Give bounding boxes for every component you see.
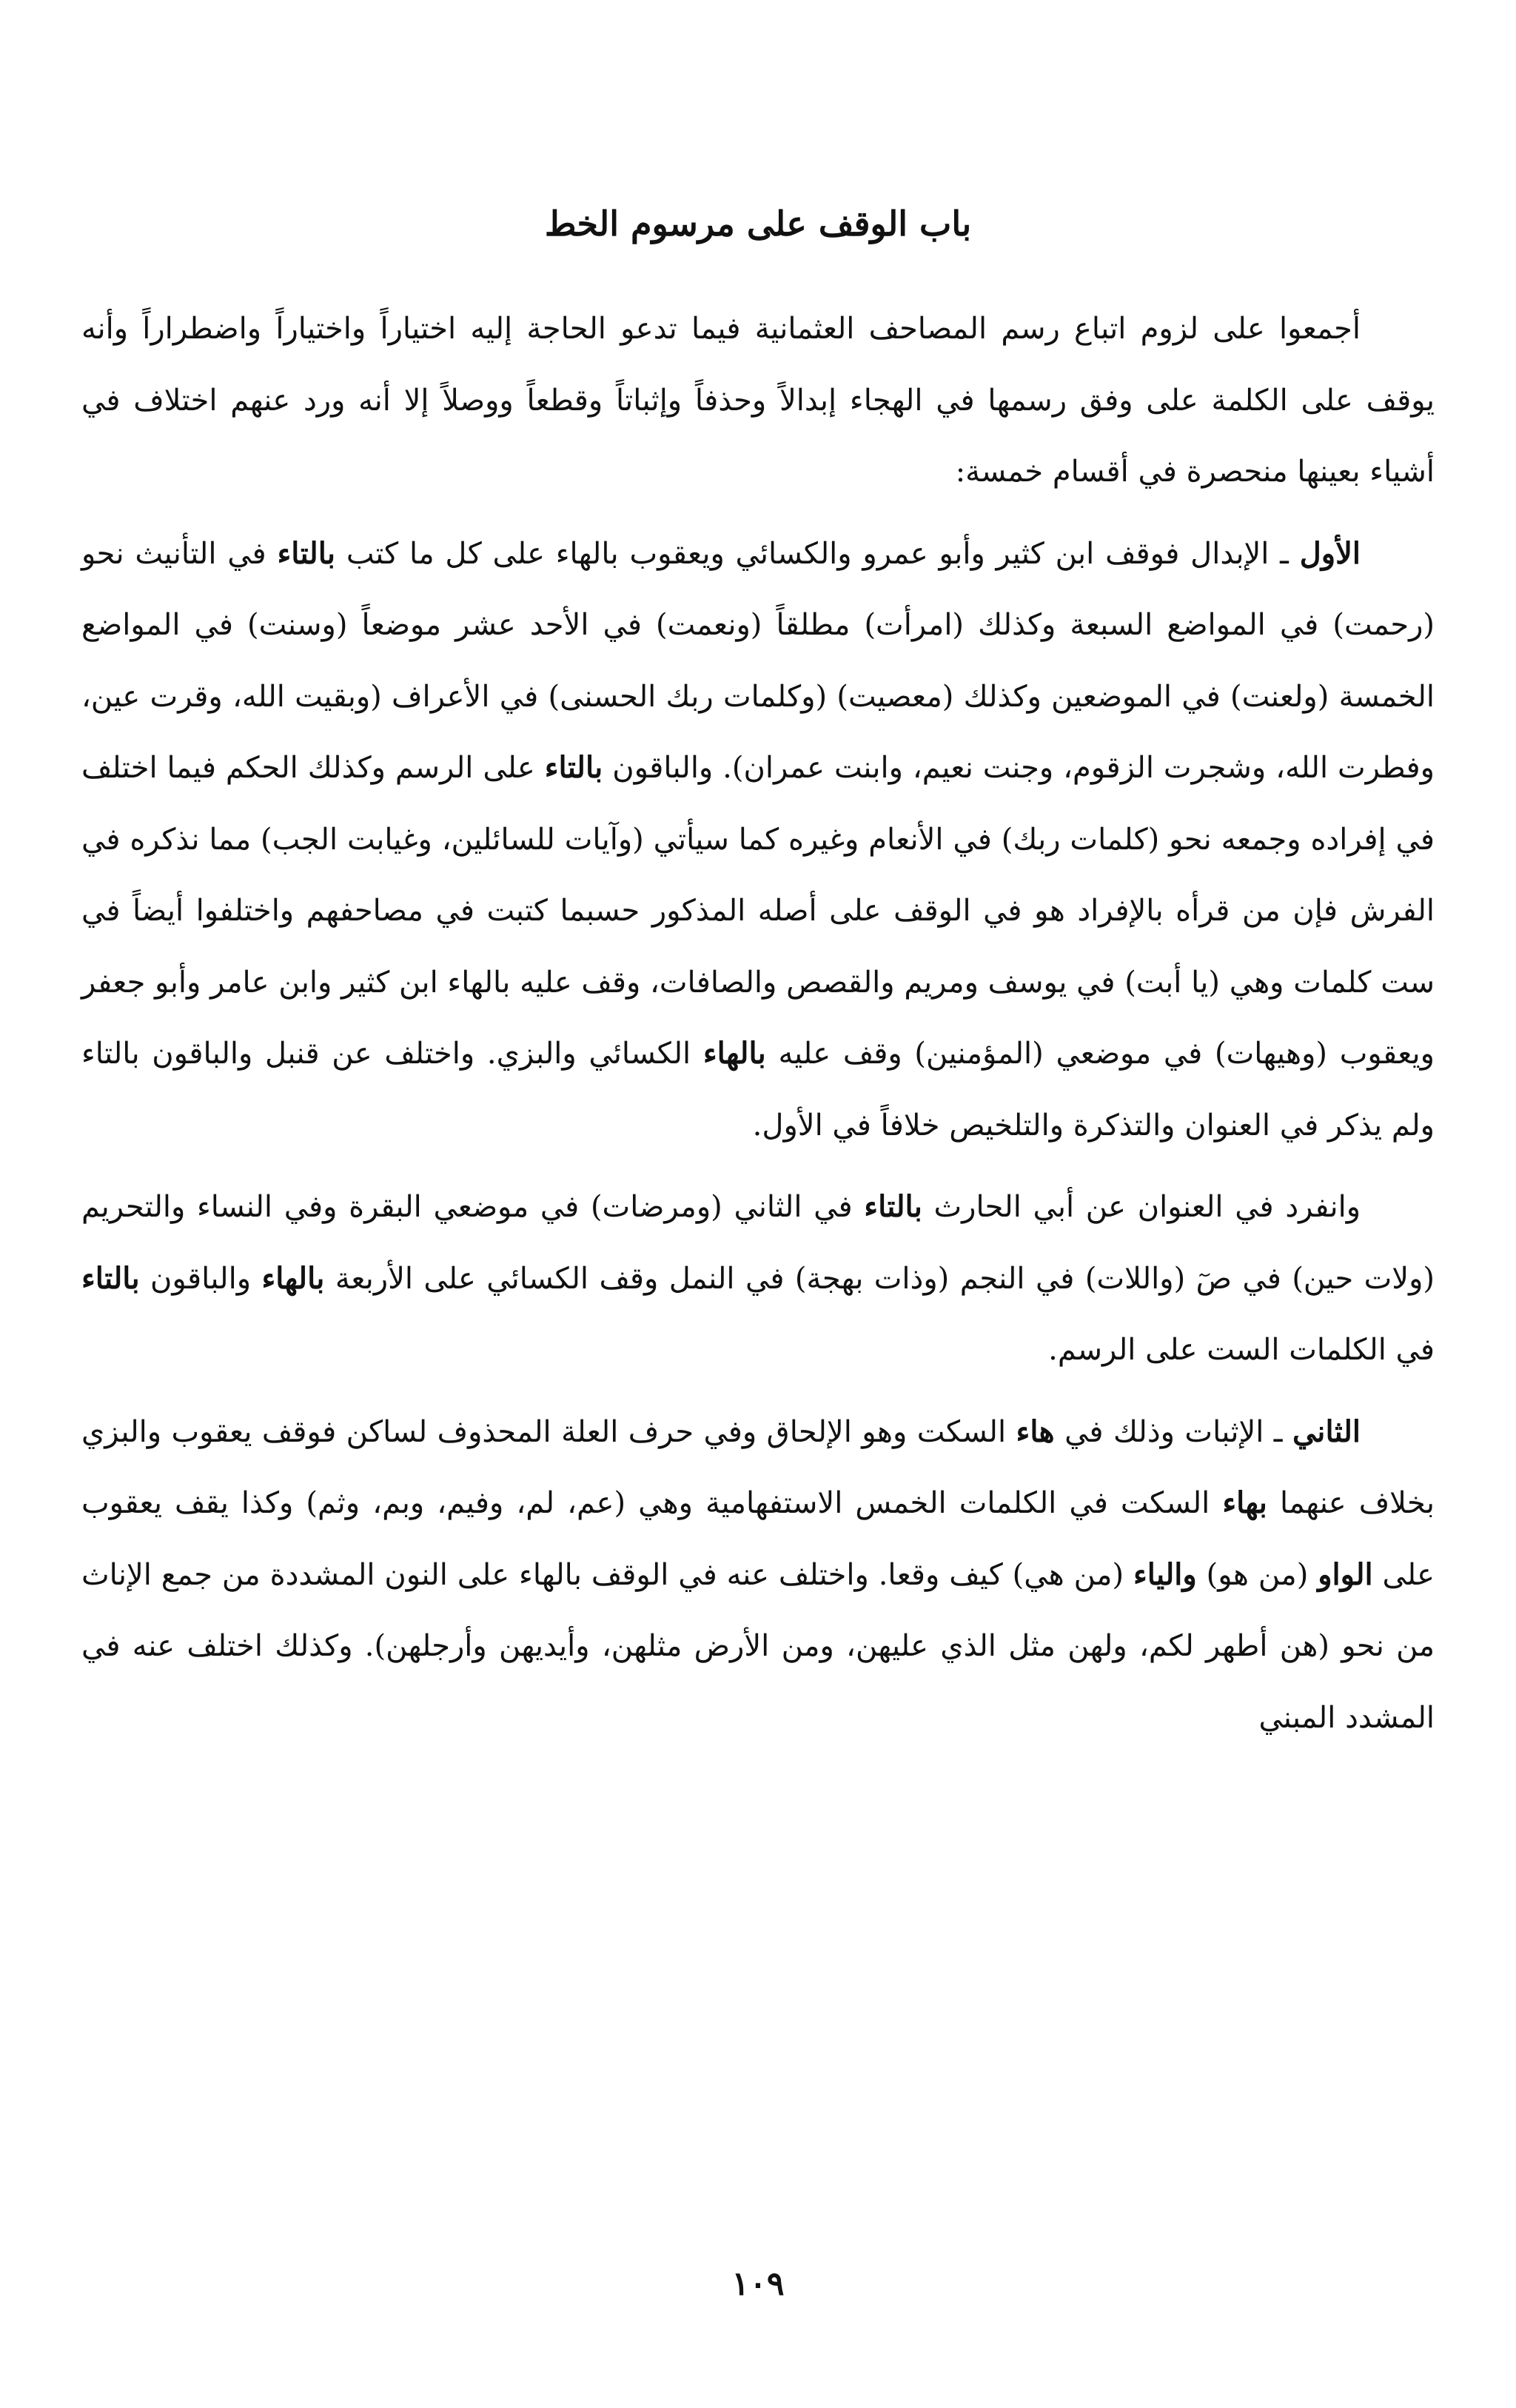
bold-term: الأول xyxy=(1299,535,1361,571)
bold-term: بالتاء xyxy=(544,750,603,785)
page-number: ١٠٩ xyxy=(731,2265,785,2303)
text-run: في التأنيث نحو (رحمت) في المواضع السبعة وكذلك (امرأت) مطلقاً (ونعمت) في الأحد عشر موضعاً (وسنت) في المواضع الخمسة (ولعنت) في الموضعين وكذلك (معصيت) (وكلمات ربك الحسنى) في الأعراف (وبقيت الله، وقرت عين، وفطرت الله، وشجرت الزقوم، وجنت نعيم، وابنت عمران). والباقون xyxy=(81,536,1435,785)
paragraph xyxy=(81,518,1435,1162)
bold-term: بالهاء xyxy=(702,1036,766,1071)
text-run: الكسائي والبزي. واختلف عن قنبل والباقون بالتاء ولم يذكر في العنوان والتذكرة والتلخيص خلافاً في الأول. xyxy=(81,1037,1435,1143)
text-run: والباقون xyxy=(139,1261,262,1296)
text-run: أجمعوا على لزوم اتباع رسم المصاحف العثمانية فيما تدعو الحاجة إليه اختياراً واختياراً واضطراراً وأنه يوقف على الكلمة على وفق رسمها في الهجاء إبدالاً وحذفاً وإثباتاً وقطعاً ووصلاً إلا أنه ورد عنهم اختلاف في أشياء بعينها منحصرة في أقسام خمسة: xyxy=(81,312,1435,489)
paragraph xyxy=(81,1171,1435,1386)
bold-term: الثاني xyxy=(1292,1414,1361,1449)
bold-term: بالتاء xyxy=(864,1189,922,1224)
bold-term: بالتاء xyxy=(277,535,336,571)
text-run: ـ الإبدال فوقف ابن كثير وأبو عمرو والكسائي ويعقوب بالهاء على كل ما كتب xyxy=(335,536,1300,571)
paragraph xyxy=(81,293,1435,508)
text-run: السكت وهو الإلحاق وفي حرف العلة المحذوف لساكن فوقف يعقوب والبزي بخلاف عنهما xyxy=(81,1414,1435,1520)
bold-term: الواو xyxy=(1318,1556,1373,1592)
bold-term: بالتاء xyxy=(81,1260,140,1296)
body-text xyxy=(81,293,1435,1764)
bold-term: بالهاء xyxy=(261,1260,325,1296)
bold-term: هاء xyxy=(1016,1414,1055,1449)
bold-term: والياء xyxy=(1133,1556,1197,1592)
text-run: ـ الإثبات وذلك في xyxy=(1054,1414,1292,1449)
text-run: وانفرد في العنوان عن أبي الحارث xyxy=(922,1190,1361,1224)
chapter-title: باب الوقف على مرسوم الخط xyxy=(544,204,972,244)
text-run: في الثاني (ومرضات) في موضعي البقرة وفي النساء والتحريم (ولات حين) في صٓ (واللات) في النجم (وذات بهجة) في النمل وقف الكسائي على الأربعة xyxy=(81,1190,1435,1296)
text-run: السكت في الكلمات الخمس الاستفهامية وهي (عم، لم، وفيم، وبم، وثم) وكذا يقف يعقوب على xyxy=(81,1486,1435,1592)
text-run: في الكلمات الست على الرسم. xyxy=(1048,1333,1435,1367)
text-run: (من هي) كيف وقعا. واختلف عنه في الوقف بالهاء على النون المشددة من جمع الإناث من نحو (هن أطهر لكم، ولهن مثل الذي عليهن، ومن الأرض مثلهن، وأيديهن وأرجلهن). وكذلك اختلف عنه في المشدد المبني xyxy=(81,1557,1435,1735)
text-run: (من هو) xyxy=(1196,1557,1318,1592)
paragraph xyxy=(81,1397,1435,1754)
text-run: على الرسم وكذلك الحكم فيما اختلف في إفراده وجمعه نحو (كلمات ربك) في الأنعام وغيره كما سيأتي (وآيات للسائلين، وغيابت الجب) مما نذكره في الفرش فإن من قرأه بالإفراد هو في الوقف على أصله المذكور حسبما كتبت في مصاحفهم واختلفوا أيضاً في ست كلمات وهي (يا أبت) في يوسف ومريم والقصص والصافات، وقف عليه بالهاء ابن كثير وابن عامر وأبو جعفر ويعقوب (وهيهات) في موضعي (المؤمنين) وقف عليه xyxy=(81,751,1435,1071)
bold-term: بهاء xyxy=(1222,1485,1267,1520)
